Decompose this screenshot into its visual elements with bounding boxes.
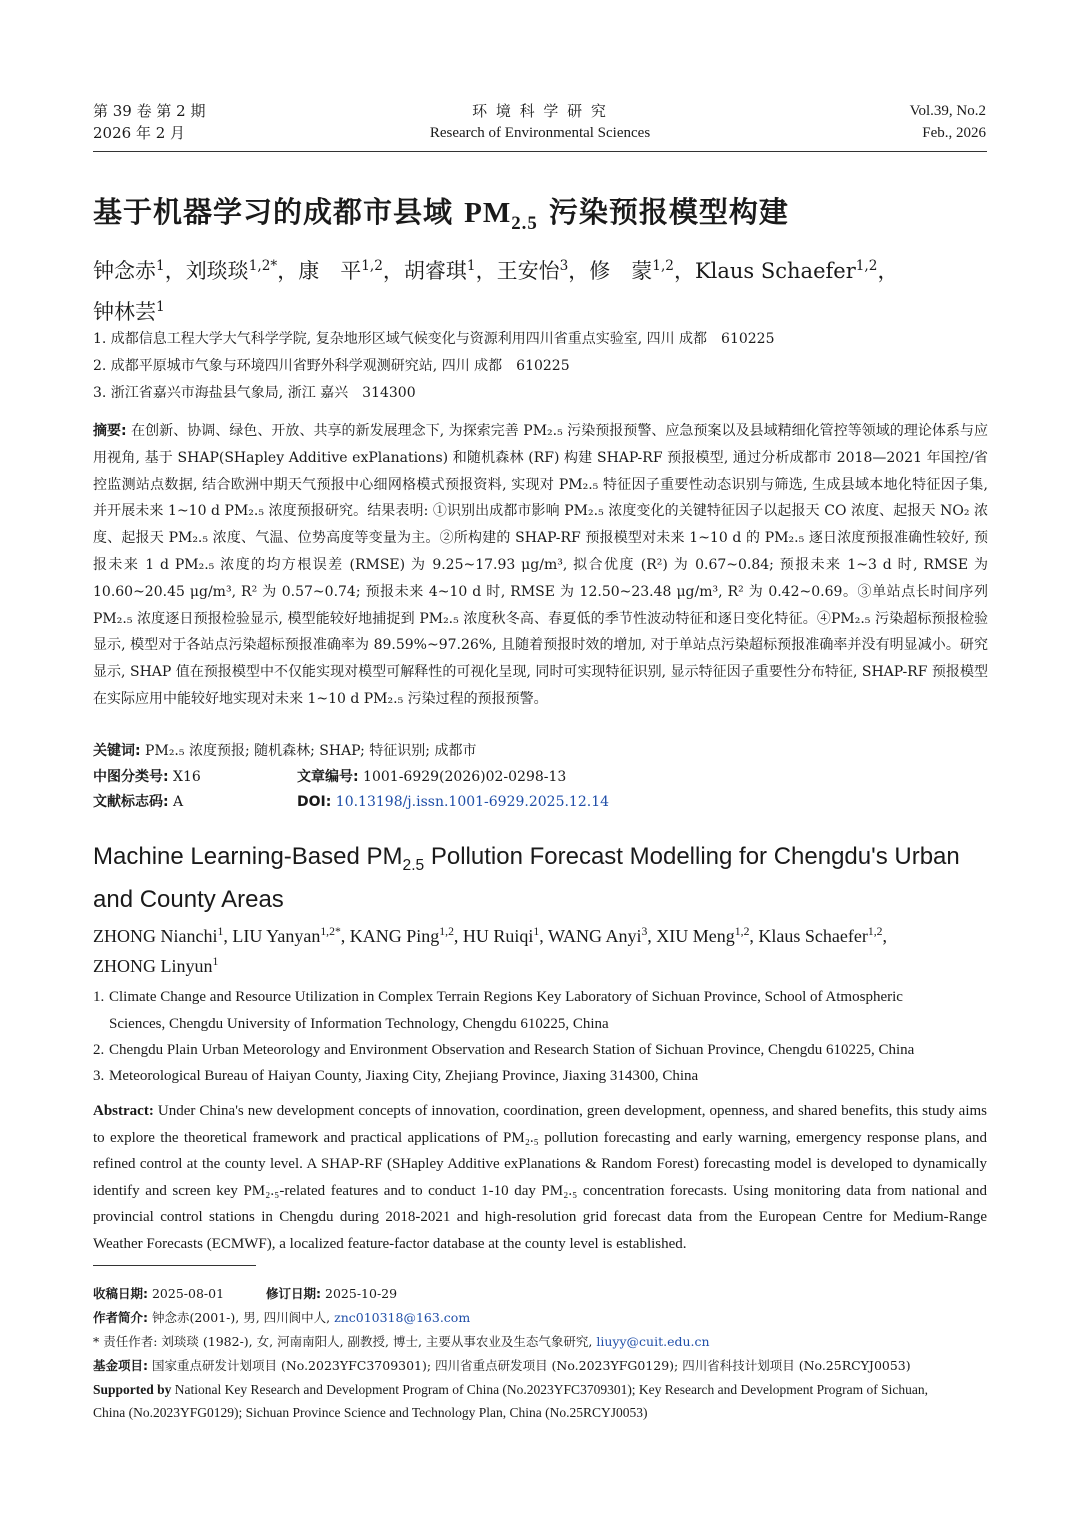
header-vol-en: Vol.39, No.2 — [909, 103, 986, 119]
abstract-cn-text: 在创新、协调、绿色、开放、共享的新发展理念下, 为探索完善 PM₂.₅ 污染预报预警、应急预案以及县域精细化管控等领域的理论体系与应用视角, 基于 SHAP(SHapley Additive exPlanations) 和随机森林 (RF) 构建 SHAP-RF 预报模型, 通过分析成都市 2018—2021 年国控/省控监测站点数据, 结合欧洲中期天气预报中心细网格模式预报资料, 实现对 PM₂.₅ 特征因子重要性动态识别与筛选, 生成县域本地化特征因子集, 并开展未来 1~10 d PM₂.₅ 浓度预报研究。结果表明: ①识别出成都市影响 PM₂.₅ 浓度变化的关键特征因子以起报天 CO 浓度、起报天 NO₂ 浓度、起报天 PM₂.₅ 浓度、气温、位势高度等变量为主。②所构建的 SHAP-RF 预报模型对未来 1~10 d 的 PM₂.₅ 逐日浓度预报准确性较好, 预报未来 1 d PM₂.₅ 浓度的均方根误差 (RMSE) 为 9.25~17.93 μg/m³, 拟合优度 (R²) 为 0.67~0.84; 预报未来 1~3 d 时, RMSE 为 10.60~20.45 μg/m³, R² 为 0.57~0.74; 预报未来 4~10 d 时, RMSE 为 12.50~23.48 μg/m³, R² 为 0.42~0.69。③单站点长时间序列 PM₂.₅ 浓度逐日预报检验显示, 模型能较好地捕捉到 PM₂.₅ 浓度秋冬高、春夏低的季节性波动特征和逐日变化特征。④PM₂.₅ 污染超标预报检验显示, 模型对于各站点污染超标预报准确率为 89.59%~97.26%, 且随着预报时效的增加, 对于单站点污染超标预报准确率并没有明显减小。研究显示, SHAP 值在预报模型中不仅能实现对模型可解释性的可视化呈现, 同时可实现特征识别, 显示特征因子重要性分布特征, SHAP-RF 预报模型在实际应用中能较好地实现对未来 1~10 d PM₂.₅ 污染过程的预报预警。 — [93, 423, 988, 707]
author-separator: ， — [277, 259, 299, 283]
affil-num: 2. — [93, 1042, 105, 1058]
keywords-cn-label: 关键词: — [93, 743, 141, 759]
header-journal-cn: 环 境 科 学 研 究 — [472, 102, 608, 120]
footnote-dates — [93, 1282, 987, 1305]
author-name: 胡睿琪 — [403, 259, 467, 283]
author-name: 钟念赤 — [93, 259, 156, 283]
title-en — [93, 840, 993, 917]
doi-link[interactable]: 10.13198/j.issn.1001-6929.2025.12.14 — [331, 794, 610, 810]
affiliation-cn-3: 3. 浙江省嘉兴市海盐县气象局, 浙江 嘉兴 314300 — [93, 385, 416, 401]
clc-number — [93, 766, 201, 788]
clc-value: X16 — [168, 769, 201, 785]
abstract-en — [93, 1098, 987, 1258]
footnote-rule — [93, 1265, 256, 1266]
fund-label: 基金项目: — [93, 1358, 148, 1373]
affil-text: Sciences, Chengdu University of Information Technology, Chengdu 610225, China — [109, 1015, 609, 1032]
abstract-cn-label: 摘要: — [93, 423, 127, 439]
author-sup: 1,2 — [652, 258, 674, 274]
header-rule — [93, 151, 987, 152]
author-sup: 1,2 — [855, 258, 878, 274]
author-name: ZHONG Linyun — [93, 956, 213, 976]
affiliation-cn-1: 1. 成都信息工程大学大气科学学院, 复杂地形区域气候变化与资源利用四川省重点实验室, 四川 成都 610225 — [93, 331, 775, 347]
author-name: 修 蒙 — [589, 259, 653, 283]
author-name: 刘琰琰 — [185, 259, 249, 283]
author-sup: 3 — [641, 925, 648, 938]
abstract-en-label: Abstract: — [93, 1103, 154, 1119]
author-separator: ， — [673, 259, 695, 283]
bio-label: 作者简介: — [93, 1310, 148, 1325]
author-sup: 1,2 — [439, 925, 454, 938]
footnote-bio — [93, 1306, 987, 1329]
affil-num: 1. — [93, 989, 105, 1005]
authors-en-line2 — [93, 949, 993, 979]
title-en-line2: and County Areas — [93, 885, 284, 913]
keywords-cn — [93, 740, 476, 762]
author-separator: , — [882, 926, 887, 946]
author-sup: 1,2* — [248, 258, 278, 274]
authors-cn — [93, 248, 993, 330]
author-name: XIU Meng — [656, 926, 735, 946]
affiliation-en-3 — [93, 1063, 987, 1090]
author-name: WANG Anyi — [547, 926, 642, 946]
author-sup: 1,2 — [867, 925, 883, 938]
author-separator: , — [340, 926, 350, 946]
author-separator: , — [539, 926, 548, 946]
author-separator: ， — [164, 259, 186, 283]
author-separator: , — [223, 926, 233, 946]
author-sup: 1 — [533, 925, 540, 938]
author-sup: 1,2 — [361, 258, 383, 274]
doc-code-label: 文献标志码: — [93, 794, 169, 810]
revised-date: 2025-10-29 — [321, 1286, 398, 1301]
author-name: Klaus Schaefer — [694, 259, 856, 283]
author-sup: 1,2* — [320, 925, 341, 938]
author-name: LIU Yanyan — [232, 926, 321, 946]
corr-text: 刘琰琰 (1982-), 女, 河南南阳人, 副教授, 博士, 主要从事农业及生态气象研究, — [157, 1334, 597, 1349]
footnote-supported — [93, 1378, 987, 1424]
author-name: 钟林芸 — [93, 300, 156, 324]
author-name: HU Ruiqi — [462, 926, 534, 946]
authors-en — [93, 919, 993, 979]
abstract-cn — [93, 418, 988, 713]
author-sup: 3 — [559, 258, 569, 274]
article-no-value: 1001-6929(2026)02-0298-13 — [358, 769, 567, 785]
doc-code-value: A — [168, 794, 184, 810]
title-cn — [93, 192, 789, 244]
author-sup: 1 — [466, 258, 476, 274]
affiliation-en-1 — [93, 984, 987, 1037]
header-date-en: Feb., 2026 — [922, 125, 986, 141]
revised-label: 修订日期: — [266, 1286, 322, 1301]
header-journal-en: Research of Environmental Sciences — [429, 125, 651, 141]
title-en-line1 — [93, 840, 993, 883]
bio-email-link[interactable]: znc010318@163.com — [334, 1310, 471, 1325]
supported-text: China (No.2023YFG0129); Sichuan Province Science and Technology Plan, China (No.25RCYJ0053) — [93, 1405, 648, 1420]
abstract-en-text: Under China's new development concepts of innovation, coordination, green development, openness, and shared benefits, this study aims to explore the theoretical framework and practical applications of PM₂.₅ pollution forecasting and early warning, emergency response plans, and refined control at the county level. A SHAP-RF (SHapley Additive exPlanations & Random Forest) forecasting model is developed to dynamically identify and screen key PM₂.₅-related features and to conduct 1-10 day PM₂.₅ concentration forecasts. Using monitoring data from national and provincial control stations in Chengdu during 2018-2021 and high-resolution grid forecast data from the European Centre for Medium-Range Weather Forecasts (ECMWF), a localized feature-factor database at the county level is established. — [93, 1103, 987, 1252]
author-separator: , — [453, 926, 463, 946]
author-name: 王安怡 — [496, 259, 560, 283]
document-code — [93, 791, 183, 813]
author-separator: ， — [568, 259, 590, 283]
footnote-funding — [93, 1354, 987, 1377]
authors-en-line1 — [93, 919, 993, 949]
footnote-corresponding — [93, 1330, 987, 1353]
author-name: KANG Ping — [349, 926, 440, 946]
author-sup: 1 — [156, 258, 165, 274]
corr-label: * 责任作者: — [93, 1334, 158, 1349]
title-cn-pre: 基于机器学习的成都市县域 — [93, 195, 465, 229]
article-number — [297, 766, 566, 788]
author-sup: 1,2 — [734, 925, 750, 938]
author-separator: ， — [475, 259, 497, 283]
title-cn-pm: PM — [464, 197, 512, 229]
title-cn-sub: 2.5 — [511, 212, 538, 234]
affiliation-en-2 — [93, 1037, 987, 1064]
author-name: 康 平 — [298, 259, 362, 283]
bio-text: 钟念赤(2001-), 男, 四川阆中人, — [148, 1310, 335, 1325]
supported-text: National Key Research and Development Program of China (No.2023YFC3709301); Key Research and Development Program of Sichuan, — [171, 1382, 928, 1397]
title-en-sub: 2.5 — [402, 856, 425, 874]
title-cn-post: 污染预报模型构建 — [537, 195, 789, 229]
article-no-label: 文章编号: — [297, 769, 359, 785]
author-separator: , — [749, 926, 759, 946]
authors-cn-line1 — [93, 248, 993, 289]
author-separator: ， — [877, 259, 899, 283]
author-name: ZHONG Nianchi — [93, 926, 218, 946]
doi — [297, 791, 609, 813]
affil-num: 3. — [93, 1068, 105, 1084]
author-separator: , — [647, 926, 657, 946]
authors-cn-line2 — [93, 289, 993, 330]
header-volume-en — [910, 100, 986, 144]
author-separator: ， — [382, 259, 404, 283]
doi-label: DOI: — [297, 794, 332, 810]
affil-text: Chengdu Plain Urban Meteorology and Environment Observation and Research Station of Sichuan Province, Chengdu 610225, China — [109, 1042, 915, 1058]
affil-text: Climate Change and Resource Utilization in Complex Terrain Regions Key Laboratory of Sichuan Province, School of Atmospheric — [109, 989, 903, 1005]
header-vol-cn: 第 39 卷 第 2 期 — [93, 102, 206, 120]
author-name: Klaus Schaefer — [758, 926, 868, 946]
title-en-post: Pollution Forecast Modelling for Chengdu's Urban — [424, 843, 960, 870]
author-sup: 1 — [156, 299, 165, 315]
supported-label: Supported by — [93, 1382, 172, 1397]
received-date: 2025-08-01 — [148, 1286, 225, 1301]
header-date-cn: 2026 年 2 月 — [93, 124, 186, 142]
received-label: 收稿日期: — [93, 1286, 148, 1301]
corr-email-link[interactable]: liuyy@cuit.edu.cn — [596, 1334, 710, 1349]
author-sup: 1 — [217, 925, 224, 938]
affiliation-cn-2: 2. 成都平原城市气象与环境四川省野外科学观测研究站, 四川 成都 610225 — [93, 358, 570, 374]
author-sup: 1 — [212, 955, 219, 968]
fund-text: 国家重点研发计划项目 (No.2023YFC3709301); 四川省重点研发项目 (No.2023YFG0129); 四川省科技计划项目 (No.25RCYJ0053) — [148, 1358, 911, 1373]
title-en-pre: Machine Learning-Based PM — [93, 843, 403, 870]
clc-label: 中图分类号: — [93, 769, 169, 785]
affil-text: Meteorological Bureau of Haiyan County, Jiaxing City, Zhejiang Province, Jiaxing 314300, China — [109, 1068, 699, 1084]
keywords-cn-text: PM₂.₅ 浓度预报; 随机森林; SHAP; 特征识别; 成都市 — [140, 743, 477, 759]
